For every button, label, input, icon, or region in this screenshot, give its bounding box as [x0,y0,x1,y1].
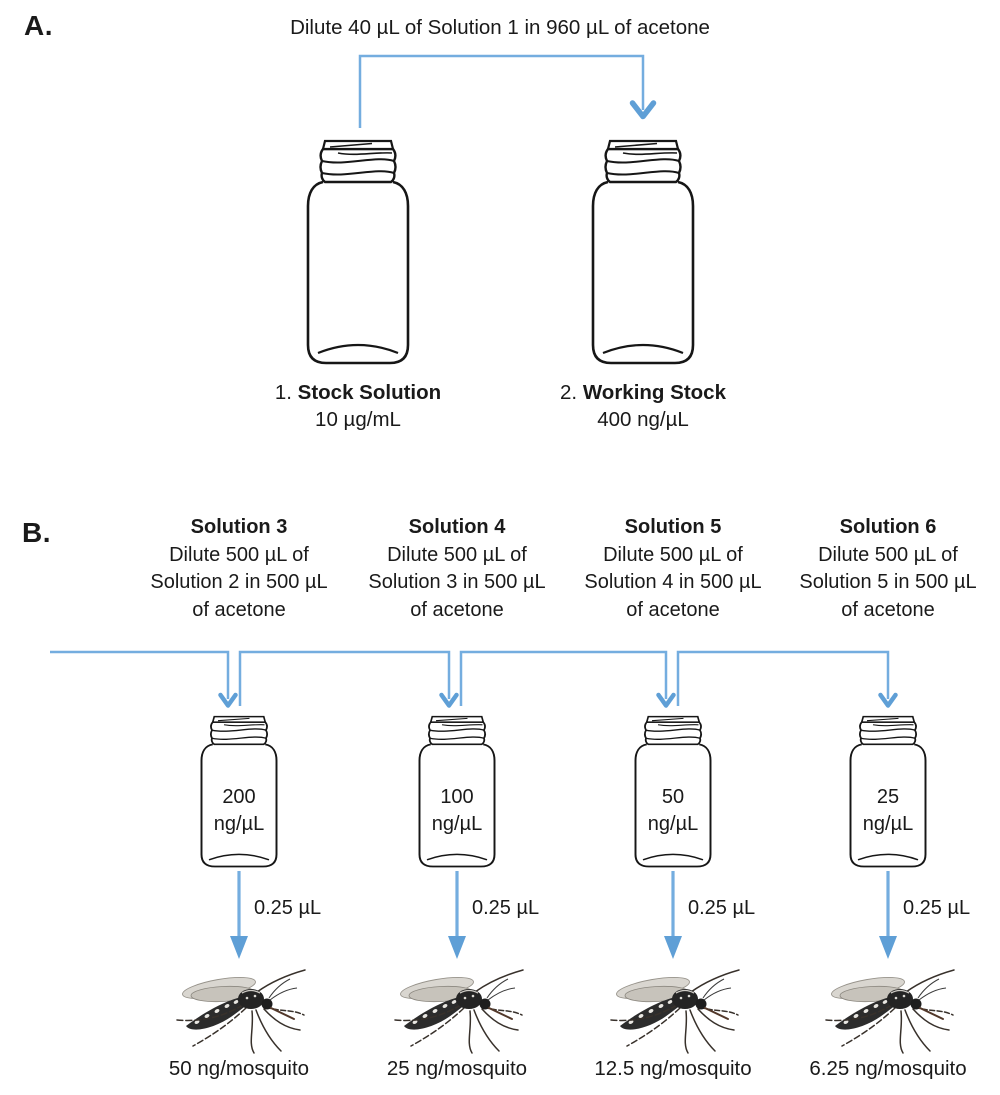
stock-solution-label [233,379,483,433]
mosquito-4-icon [826,970,954,1053]
solution-4-instruction-2: Solution 3 in 500 µL [368,571,546,593]
solution-6-instruction-1: Dilute 500 µL of [818,543,958,566]
solution-6-header [776,514,1000,624]
solution-3-title: Solution 3 [190,516,288,538]
solution-3-concentration [189,784,289,838]
transfer-arrowhead-1-icon [230,936,248,959]
solution-6-instruction-3: of acetone [841,598,935,621]
working-stock-concentration: 400 ng/µL [597,408,689,431]
solution-3-header [127,514,351,624]
transfer-arrowhead-4-icon [879,936,897,959]
solution-4-title: Solution 4 [408,516,506,538]
solution-4-instruction-1: Dilute 500 µL of [387,543,527,566]
solution-5-concentration [623,784,723,838]
transfer-arrowhead-3-icon [664,936,682,959]
working-stock-bottle [593,141,693,363]
serial-arrow-line-2 [240,652,449,706]
solution-4-concentration-unit: ng/µL [431,813,483,835]
transfer-arrowhead-2-icon [448,936,466,959]
transfer-volume-3: 0.25 µL [688,897,756,919]
solution-5-instruction-3: of acetone [626,598,720,621]
solution-3-concentration-value: 200 [222,786,256,808]
panel-a-dilution-caption: Dilute 40 µL of Solution 1 in 960 µL of acetone [290,16,710,39]
serial-arrow-line-1 [50,652,228,699]
solution-3-instruction-3: of acetone [192,598,286,621]
solution-6-instruction-2: Solution 5 in 500 µL [799,571,977,593]
solution-4-concentration [407,784,507,838]
stock-solution-name-line: 1. Stock Solution [274,381,442,404]
solution-3-instruction-2: Solution 2 in 500 µL [150,571,328,593]
solution-6-concentration [838,784,938,838]
solution-6-concentration-unit: ng/µL [862,813,914,835]
dose-label-1: 50 ng/mosquito [168,1057,310,1080]
solution-5-title: Solution 5 [624,516,722,538]
solution-5-concentration-value: 50 [661,786,685,808]
solution-4-concentration-value: 100 [440,786,474,808]
solution-6-title: Solution 6 [839,516,937,538]
mosquito-3-icon [611,970,739,1053]
solution-3-instruction-1: Dilute 500 µL of [169,543,309,566]
dose-label-2: 25 ng/mosquito [386,1057,528,1080]
working-stock-label [518,379,768,433]
transfer-volume-1: 0.25 µL [254,897,322,919]
solution-6-concentration-value: 25 [876,786,900,808]
dose-label-4: 6.25 ng/mosquito [809,1057,967,1080]
solution-5-concentration-unit: ng/µL [647,813,699,835]
panel-a-dilution-arrow-line [360,56,643,128]
solution-3-concentration-unit: ng/µL [213,813,265,835]
solution-5-instruction-2: Solution 4 in 500 µL [584,571,762,593]
dose-label-3: 12.5 ng/mosquito [594,1057,752,1080]
serial-arrow-line-4 [678,652,888,706]
solution-4-header [345,514,569,624]
mosquito-2-icon [395,970,523,1053]
solution-5-header [561,514,785,624]
working-stock-name-line: 2. Working Stock [560,381,726,404]
stock-solution-bottle [308,141,408,363]
transfer-volume-2: 0.25 µL [472,897,540,919]
serial-arrow-line-3 [461,652,666,706]
panel-b-label: B. [22,517,51,548]
mosquito-1-icon [177,970,305,1053]
stock-solution-concentration: 10 µg/mL [315,408,401,431]
solution-5-instruction-1: Dilute 500 µL of [603,543,743,566]
panel-a-label: A. [24,10,53,41]
solution-4-instruction-3: of acetone [410,598,504,621]
transfer-volume-4: 0.25 µL [903,897,971,919]
triangle-arrowheads [230,936,897,959]
